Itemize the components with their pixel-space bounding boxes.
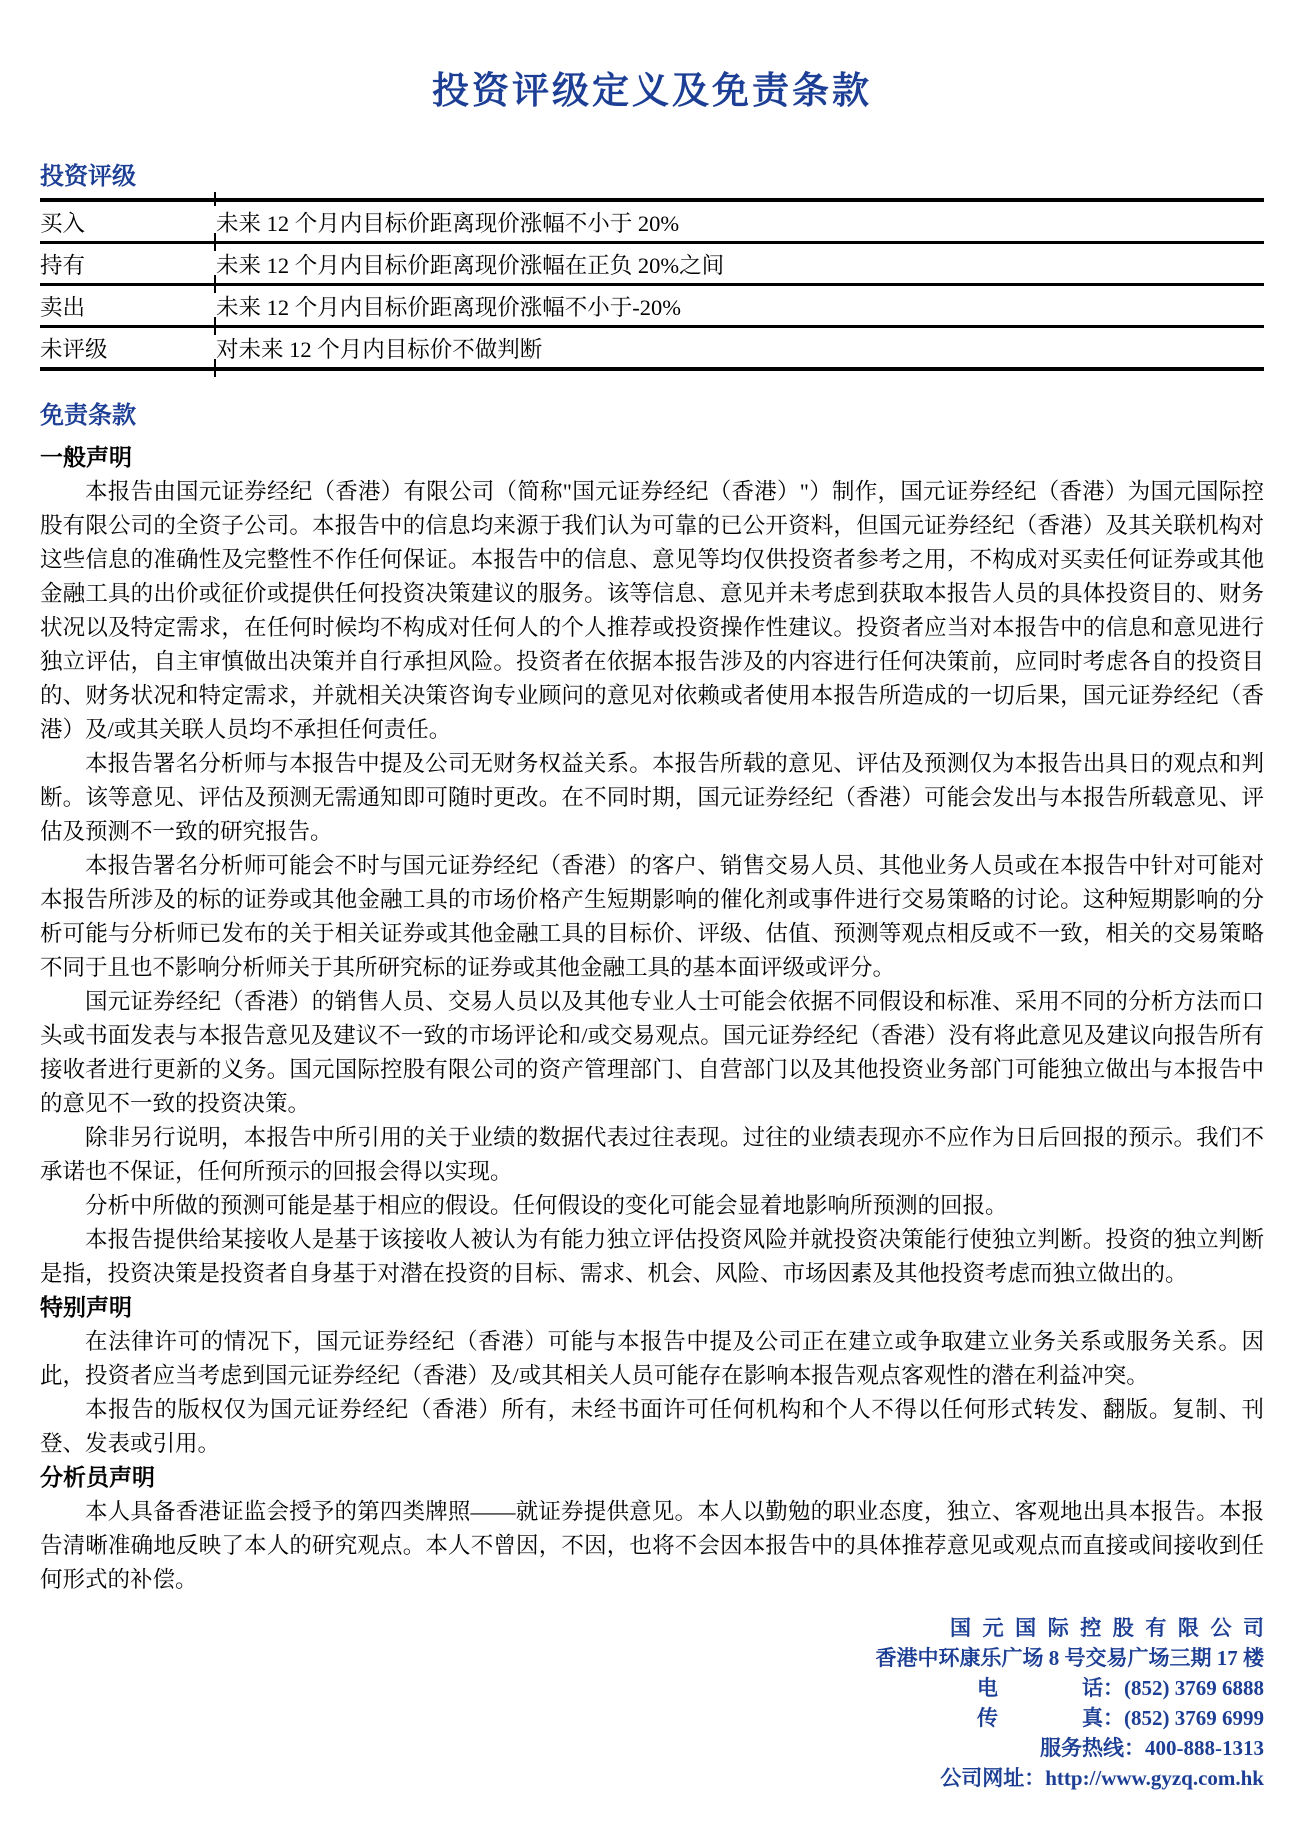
hotline-label: 服务热线： (1040, 1736, 1145, 1760)
general-paragraph: 本报告署名分析师与本报告中提及公司无财务权益关系。本报告所载的意见、评估及预测仅为本报告出具日的观点和判断。该等意见、评估及预测无需通知即可随时更改。在不同时期，国元证券经纪（香港）可能会发出与本报告所载意见、评估及预测不一致的研究报告。 (40, 751, 1264, 844)
page-title: 投资评级定义及免责条款 (432, 71, 872, 112)
rating-definition-buy: 未来 12 个月内目标价距离现价涨幅不小于 20% (216, 211, 680, 236)
special-statement-heading: 特别声明 (40, 1295, 132, 1320)
table-row (40, 200, 1264, 243)
hotline-line (40, 1733, 1264, 1763)
fax-line (40, 1703, 1264, 1733)
company-address: 香港中环康乐广场 8 号交易广场三期 17 楼 (875, 1646, 1264, 1670)
rating-definition-sell: 未来 12 个月内目标价距离现价涨幅不小于-20% (216, 295, 681, 320)
company-name: 国元国际控股有限公司 (950, 1616, 1276, 1640)
rating-label-unrated: 未评级 (40, 327, 216, 370)
rating-label-buy: 买入 (40, 200, 216, 243)
rating-table (40, 198, 1264, 371)
general-paragraph: 国元证券经纪（香港）的销售人员、交易人员以及其他专业人士可能会依据不同假设和标准、采用不同的分析方法而口头或书面发表与本报告意见及建议不一致的市场评论和/或交易观点。国元证券经纪（香港）没有将此意见及建议向报告所有接收者进行更新的义务。国元国际控股有限公司的资产管理部门、自营部门以及其他投资业务部门可能独立做出与本报告中的意见不一致的投资决策。 (40, 989, 1264, 1116)
hotline-number: 400-888-1313 (1145, 1736, 1264, 1760)
phone-number: (852) 3769 6888 (1124, 1676, 1264, 1700)
general-paragraph: 本报告署名分析师可能会不时与国元证券经纪（香港）的客户、销售交易人员、其他业务人员或在本报告中针对可能对本报告所涉及的标的证券或其他金融工具的市场价格产生短期影响的催化剂或事件进行交易策略的讨论。这种短期影响的分析可能与分析师已发布的关于相关证券或其他金融工具的目标价、评级、估值、预测等观点相反或不一致，相关的交易策略不同于且也不影响分析师关于其所研究标的证券或其他金融工具的基本面评级或评分。 (40, 853, 1264, 980)
disclaimer-section (40, 401, 1264, 1597)
table-row (40, 285, 1264, 327)
special-paragraph: 本报告的版权仅为国元证券经纪（香港）所有，未经书面许可任何机构和个人不得以任何形式转发、翻版。复制、刊登、发表或引用。 (40, 1397, 1264, 1456)
rating-definition-hold: 未来 12 个月内目标价距离现价涨幅在正负 20%之间 (216, 253, 725, 278)
rating-label-hold: 持有 (40, 243, 216, 285)
table-row (40, 327, 1264, 370)
special-paragraph: 在法律许可的情况下，国元证券经纪（香港）可能与本报告中提及公司正在建立或争取建立业务关系或服务关系。因此，投资者应当考虑到国元证券经纪（香港）及/或其相关人员可能存在影响本报告观点客观性的潜在利益冲突。 (40, 1329, 1264, 1388)
analyst-paragraph: 本人具备香港证监会授予的第四类牌照——就证券提供意见。本人以勤勉的职业态度，独立、客观地出具本报告。本报告清晰准确地反映了本人的研究观点。本人不曾因，不因，也将不会因本报告中的具体推荐意见或观点而直接或间接收到任何形式的补偿。 (40, 1499, 1264, 1592)
general-paragraph: 除非另行说明，本报告中所引用的关于业绩的数据代表过往表现。过往的业绩表现亦不应作为日后回报的预示。我们不承诺也不保证，任何所预示的回报会得以实现。 (40, 1125, 1264, 1184)
general-statement-heading: 一般声明 (40, 445, 132, 470)
company-footer (40, 1613, 1276, 1793)
analyst-statement-heading: 分析员声明 (40, 1465, 155, 1490)
website-label: 公司网址： (940, 1766, 1046, 1790)
table-row (40, 243, 1264, 285)
rating-definition-unrated: 对未来 12 个月内目标价不做判断 (216, 337, 543, 362)
rating-section-heading: 投资评级 (40, 164, 136, 190)
fax-number: (852) 3769 6999 (1124, 1706, 1264, 1730)
website-url: http://www.gyzq.com.hk (1045, 1766, 1264, 1790)
general-paragraph: 分析中所做的预测可能是基于相应的假设。任何假设的变化可能会显着地影响所预测的回报。 (85, 1193, 1008, 1218)
website-line (40, 1763, 1264, 1793)
general-paragraph: 本报告由国元证券经纪（香港）有限公司（简称"国元证券经纪（香港）"）制作，国元证券经纪（香港）为国元国际控股有限公司的全资子公司。本报告中的信息均来源于我们认为可靠的已公开资料，但国元证券经纪（香港）及其关联机构对这些信息的准确性及完整性不作任何保证。本报告中的信息、意见等均仅供投资者参考之用，不构成对买卖任何证券或其他金融工具的出价或征价或提供任何投资决策建议的服务。该等信息、意见并未考虑到获取本报告人员的具体投资目的、财务状况以及特定需求，在任何时候均不构成对任何人的个人推荐或投资操作性建议。投资者应当对本报告中的信息和意见进行独立评估，自主审慎做出决策并自行承担风险。投资者在依据本报告涉及的内容进行任何决策前，应同时考虑各自的投资目的、财务状况和特定需求，并就相关决策咨询专业顾问的意见对依赖或者使用本报告所造成的一切后果，国元证券经纪（香港）及/或其关联人员均不承担任何责任。 (40, 479, 1264, 742)
rating-label-sell: 卖出 (40, 285, 216, 327)
phone-line (40, 1673, 1264, 1703)
general-paragraph: 本报告提供给某接收人是基于该接收人被认为有能力独立评估投资风险并就投资决策能行使独立判断。投资的独立判断是指，投资决策是投资者自身基于对潜在投资的目标、需求、机会、风险、市场因素及其他投资考虑而独立做出的。 (40, 1227, 1264, 1286)
rating-section (40, 162, 1264, 371)
phone-label: 电 话： (977, 1676, 1124, 1700)
disclaimer-section-heading: 免责条款 (40, 403, 136, 429)
fax-label: 传 真： (977, 1706, 1124, 1730)
